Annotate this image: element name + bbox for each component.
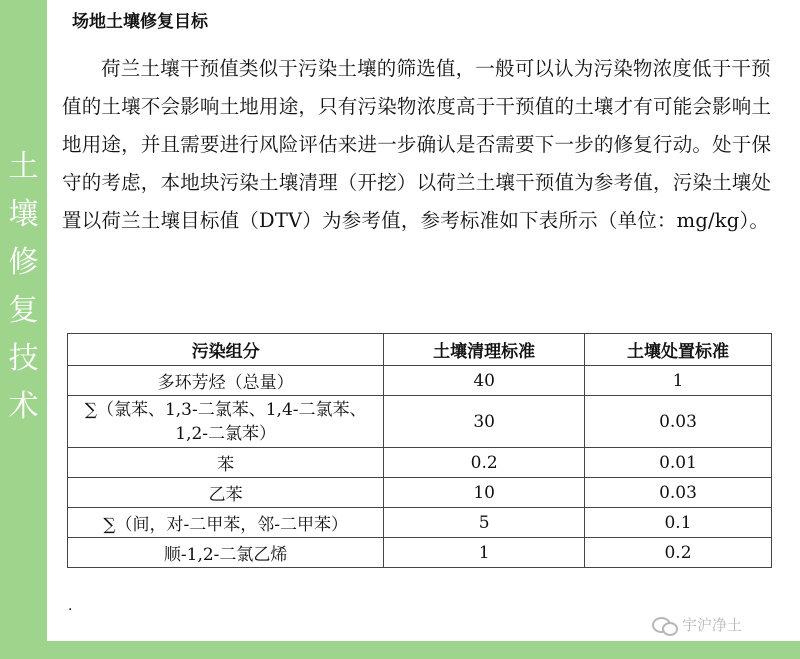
watermark-text: 宇沪净土 bbox=[682, 616, 743, 634]
bottom-bar bbox=[47, 641, 800, 659]
cell-disposal: 0.03 bbox=[585, 478, 772, 508]
cell-pollutant: ∑（间，对-二甲苯，邻-二甲苯） bbox=[68, 508, 384, 538]
sidebar-title-char: 技 bbox=[8, 341, 39, 376]
standards-table bbox=[67, 333, 772, 568]
sidebar-title-char: 复 bbox=[8, 293, 39, 328]
cell-pollutant: 顺-1,2-二氯乙烯 bbox=[68, 538, 384, 568]
table-row bbox=[68, 508, 772, 538]
cell-disposal: 0.2 bbox=[585, 538, 772, 568]
sidebar-title-char: 术 bbox=[8, 389, 39, 424]
section-heading: 场地土壤修复目标 bbox=[72, 12, 208, 32]
cell-cleanup: 10 bbox=[384, 478, 585, 508]
cell-pollutant: 多环芳烃（总量） bbox=[68, 366, 384, 396]
table-header-row bbox=[68, 334, 772, 366]
cell-cleanup: 40 bbox=[384, 366, 585, 396]
document-body bbox=[62, 8, 782, 240]
cell-disposal: 1 bbox=[585, 366, 772, 396]
table-row bbox=[68, 478, 772, 508]
table-row bbox=[68, 366, 772, 396]
table-row bbox=[68, 396, 772, 448]
header-pollutant: 污染组分 bbox=[68, 334, 384, 366]
cell-cleanup: 0.2 bbox=[384, 448, 585, 478]
table-row bbox=[68, 448, 772, 478]
cell-pollutant: ∑（氯苯、1,3-二氯苯、1,4-二氯苯、1,2-二氯苯） bbox=[68, 396, 384, 448]
header-disposal-standard: 土壤处置标准 bbox=[585, 334, 772, 366]
header-cleanup-standard: 土壤清理标准 bbox=[384, 334, 585, 366]
sidebar-title-char: 土 bbox=[8, 149, 39, 184]
trailing-mark: . bbox=[68, 598, 73, 614]
cell-disposal: 0.1 bbox=[585, 508, 772, 538]
sidebar bbox=[0, 0, 47, 659]
sidebar-title bbox=[0, 143, 47, 431]
sidebar-title-char: 壤 bbox=[8, 197, 39, 232]
table-row bbox=[68, 538, 772, 568]
cell-disposal: 0.03 bbox=[585, 396, 772, 448]
cell-cleanup: 5 bbox=[384, 508, 585, 538]
body-paragraph: 荷兰土壤干预值类似于污染土壤的筛选值，一般可以认为污染物浓度低于干预值的土壤不会影响土地用途，只有污染物浓度高于干预值的土壤才有可能会影响土地用途，并且需要进行风险评估来进一步确认是否需要下一步的修复行动。处于保守的考虑，本地块污染土壤清理（开挖）以荷兰土壤干预值为参考值，污染土壤处置以荷兰土壤目标值（DTV）为参考值，参考标准如下表所示（单位：mg/kg）。 bbox=[62, 57, 772, 232]
sidebar-title-char: 修 bbox=[8, 245, 39, 280]
watermark bbox=[652, 614, 742, 635]
cell-cleanup: 30 bbox=[384, 396, 585, 448]
cell-pollutant: 乙苯 bbox=[68, 478, 384, 508]
cell-disposal: 0.01 bbox=[585, 448, 772, 478]
cell-pollutant: 苯 bbox=[68, 448, 384, 478]
cell-cleanup: 1 bbox=[384, 538, 585, 568]
wechat-icon bbox=[652, 615, 678, 635]
